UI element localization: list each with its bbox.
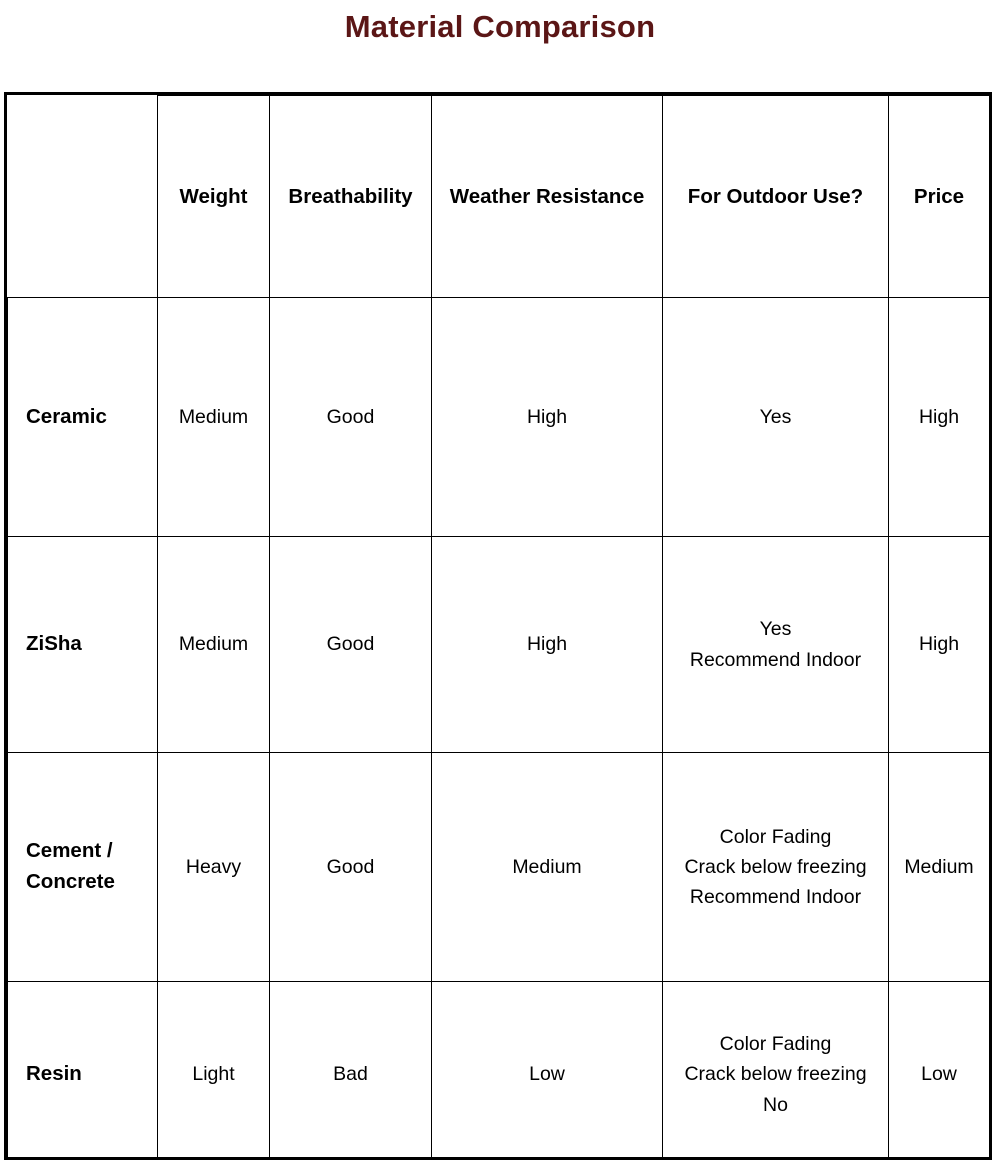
cell-cement-breathability: Good [270, 753, 432, 982]
cell-cement-weather-resistance: Medium [432, 753, 663, 982]
table-header-row [8, 96, 990, 298]
cell-line: No [763, 1093, 788, 1116]
cell-line: Color Fading [719, 825, 832, 848]
column-header-outdoor-use: For Outdoor Use? [663, 96, 889, 298]
table-corner-cell [8, 96, 158, 298]
cell-line: Crack below freezing [684, 855, 867, 878]
cell-ceramic-breathability: Good [270, 298, 432, 537]
row-header-resin: Resin [8, 982, 158, 1161]
column-header-price: Price [889, 96, 990, 298]
cell-resin-price: Low [889, 982, 990, 1161]
cell-line: Color Fading [719, 1033, 832, 1056]
cell-zisha-breathability: Good [270, 537, 432, 753]
cell-cement-weight: Heavy [158, 753, 270, 982]
cell-line: Yes [759, 405, 792, 428]
table-row [8, 298, 990, 537]
column-header-breathability: Breathability [270, 96, 432, 298]
column-header-weight: Weight [158, 96, 270, 298]
cell-resin-breathability: Bad [270, 982, 432, 1161]
cell-zisha-price: High [889, 537, 990, 753]
row-header-line: Cement / [26, 839, 113, 863]
cell-line: Yes [759, 618, 792, 641]
cell-resin-outdoor-use [663, 982, 889, 1161]
cell-ceramic-weather-resistance: High [432, 298, 663, 537]
cell-ceramic-price: High [889, 298, 990, 537]
row-header-ceramic: Ceramic [8, 298, 158, 537]
table-row [8, 753, 990, 982]
page-title: Material Comparison [344, 9, 656, 44]
cell-line: Recommend Indoor [689, 648, 862, 671]
cell-line: Recommend Indoor [689, 886, 862, 909]
row-header-line: Concrete [26, 870, 115, 893]
cell-ceramic-weight: Medium [158, 298, 270, 537]
cell-zisha-weather-resistance: High [432, 537, 663, 753]
cell-ceramic-outdoor-use [663, 298, 889, 537]
cell-line: Crack below freezing [684, 1063, 867, 1086]
row-header-cement-concrete [8, 753, 158, 982]
table-row [8, 537, 990, 753]
material-comparison-table [4, 92, 992, 1160]
cell-zisha-weight: Medium [158, 537, 270, 753]
cell-cement-outdoor-use [663, 753, 889, 982]
cell-resin-weight: Light [158, 982, 270, 1161]
row-header-zisha: ZiSha [8, 537, 158, 753]
cell-cement-price: Medium [889, 753, 990, 982]
cell-zisha-outdoor-use [663, 537, 889, 753]
cell-resin-weather-resistance: Low [432, 982, 663, 1161]
column-header-weather-resistance: Weather Resistance [432, 96, 663, 298]
table-row [8, 982, 990, 1161]
